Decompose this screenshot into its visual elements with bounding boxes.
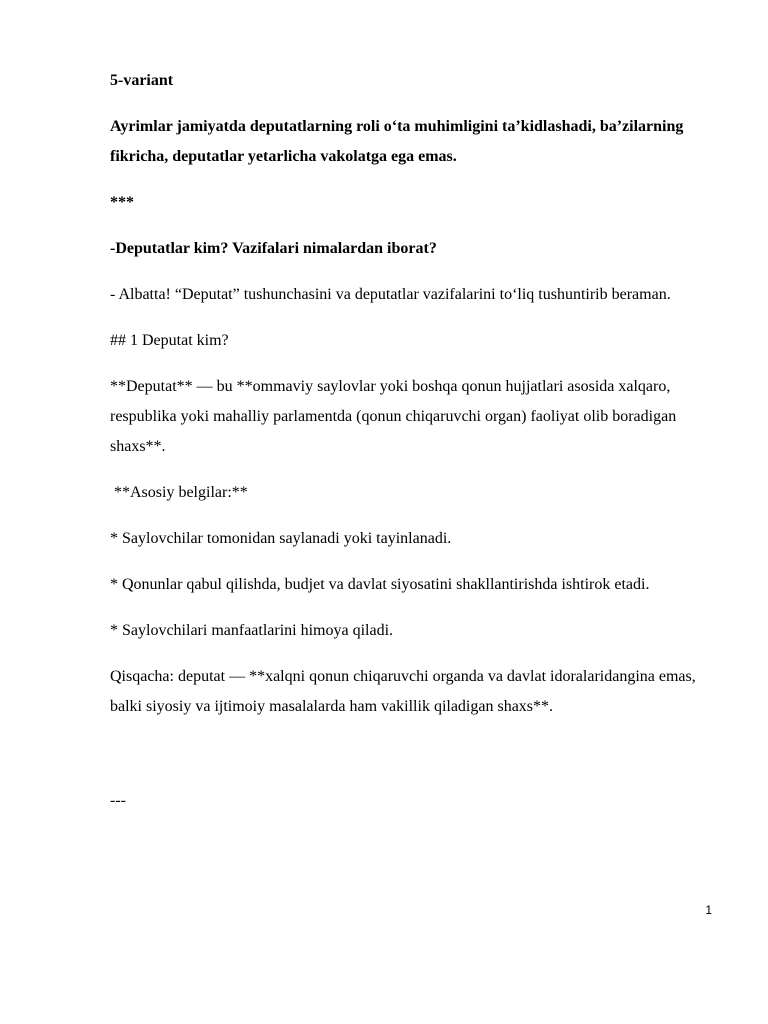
star-separator: *** <box>110 194 134 211</box>
blank-space <box>110 738 720 786</box>
question-text: -Deputatlar kim? Vazifalari nimalardan iborat? <box>110 240 437 257</box>
section-heading: ## 1 Deputat kim? <box>110 332 229 349</box>
feature-item: * Qonunlar qabul qilishda, budjet va davlat siyosatini shakllantirishda ishtirok etadi. <box>110 576 650 593</box>
answer-intro: - Albatta! “Deputat” tushunchasini va deputatlar vazifalarini to‘liq tushuntirib beraman. <box>110 286 671 303</box>
document-body <box>110 66 720 832</box>
definition-paragraph: **Deputat** — bu **ommaviy saylovlar yoki boshqa qonun hujjatlari asosida xalqaro, respublika yoki mahalliy parlamentda (qonun chiqaruvchi organ) faoliyat olib boradigan shaxs**. <box>110 378 677 455</box>
page-number: 1 <box>705 903 712 917</box>
feature-item: * Saylovchilari manfaatlarini himoya qiladi. <box>110 622 394 639</box>
horizontal-rule-text: --- <box>110 792 126 809</box>
features-label: **Asosiy belgilar:** <box>114 484 248 501</box>
feature-item: * Saylovchilar tomonidan saylanadi yoki tayinlanadi. <box>110 530 452 547</box>
variant-heading: 5-variant <box>110 72 174 89</box>
essay-prompt: Ayrimlar jamiyatda deputatlarning roli o‘ta muhimligini ta’kidlashadi, ba’zilarning fikricha, deputatlar yetarlicha vakolatga ega emas. <box>110 118 684 165</box>
summary-paragraph: Qisqacha: deputat — **xalqni qonun chiqaruvchi organda va davlat idoralaridangina emas, balki siyosiy va ijtimoiy masalalarda ham vakillik qiladigan shaxs**. <box>110 668 696 715</box>
